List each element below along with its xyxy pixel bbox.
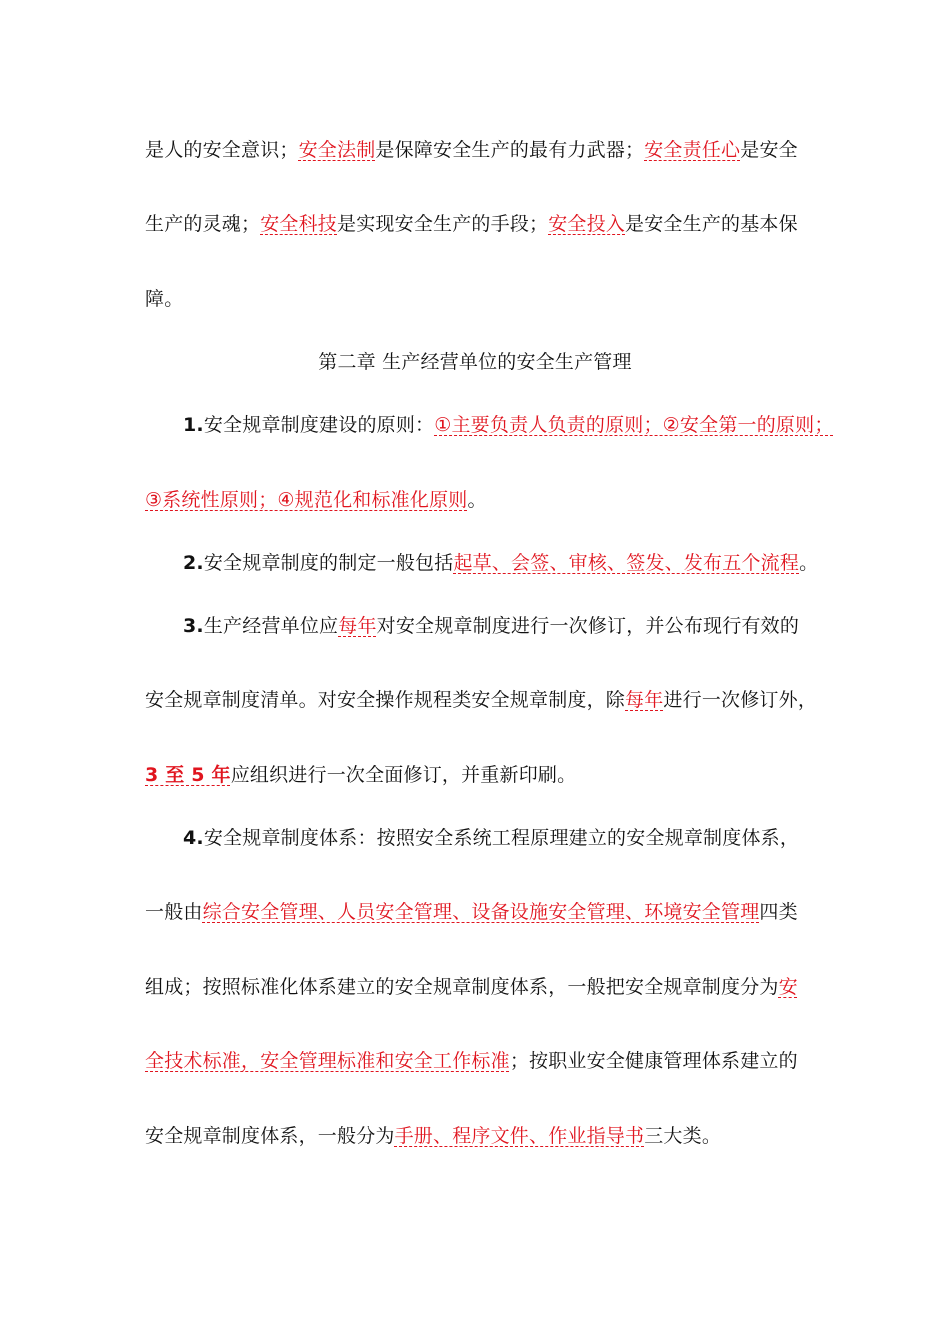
item-4-line [183,824,823,852]
text-span: 三大类。 [644,1125,722,1147]
text-span: 进行一次修订外， [663,689,818,711]
text-span: 。 [799,552,819,574]
text-span: 障。 [145,288,184,310]
item-4-line [145,973,815,1001]
highlight-text: ③系统性原则；④规范化和标准化原则 [145,489,468,511]
text-span: 生产经营单位应 [203,615,339,637]
text-span: 生产的灵魂； [145,213,261,235]
text-span: 安全规章制度建设的原则： [203,414,435,436]
highlight-text: 起草、会签、审核、签发、发布五个流程 [453,552,800,574]
highlight-text: 全技术标准，安全管理标准和安全工作标准 [145,1050,510,1072]
text-span: ；按职业安全健康管理体系建立的 [509,1050,798,1072]
highlight-text: 安全责任心 [644,139,741,161]
text-span: 一般由 [145,901,203,923]
text-span: 安全规章制度清单。对安全操作规程类安全规章制度，除 [145,689,626,711]
item-3-line [145,686,818,714]
text-span: 是安全 [740,139,798,161]
item-number: 2. [183,552,204,574]
text-span: 是保障安全生产的最有力武器； [375,139,645,161]
item-3-line [145,761,815,789]
highlight-text: 每年 [625,689,664,711]
item-4-line [145,898,815,926]
item-3-line [183,612,823,640]
text-span: 是实现安全生产的手段； [337,213,549,235]
text-span: 安全规章制度体系：按照安全系统工程原理建立的安全规章制度体系， [203,827,800,849]
item-1-line [183,411,834,439]
text-span: 对安全规章制度进行一次修订，并公布现行有效的 [376,615,800,637]
paragraph-line [145,136,815,164]
text-span: 是人的安全意识； [145,139,299,161]
text-span: 是安全生产的基本保 [625,213,798,235]
item-number: 1. [183,414,204,436]
text-span: 应组织进行一次全面修订，并重新印刷。 [230,764,577,786]
highlight-text: 安 [778,976,798,998]
highlight-text: 综合安全管理、人员安全管理、设备设施安全管理、环境安全管理 [202,901,760,923]
item-number: 3. [183,615,204,637]
item-number: 4. [183,827,204,849]
text-span: 安全规章制度体系，一般分为 [145,1125,395,1147]
highlight-text: 安全投入 [548,213,626,235]
highlight-text: 每年 [338,615,377,637]
highlight-text: 安全科技 [260,213,338,235]
paragraph-line [145,285,815,313]
highlight-text: 安全法制 [298,139,376,161]
highlight-text: 3 至 5 年 [145,764,231,786]
text-span: 四类 [759,901,798,923]
paragraph-line [145,210,815,238]
item-4-line [145,1047,815,1075]
item-1-line [145,486,815,514]
item-4-line [145,1122,815,1150]
text-span: 。 [467,489,487,511]
highlight-text: 手册、程序文件、作业指导书 [394,1125,645,1147]
chapter-title: 第二章 生产经营单位的安全生产管理 [318,351,632,373]
text-span: 安全规章制度的制定一般包括 [203,552,454,574]
text-span: 组成；按照标准化体系建立的安全规章制度体系，一般把安全规章制度分为 [145,976,779,998]
item-2-line [183,549,823,577]
highlight-text: ①主要负责人负责的原则；②安全第一的原则； [434,414,834,436]
